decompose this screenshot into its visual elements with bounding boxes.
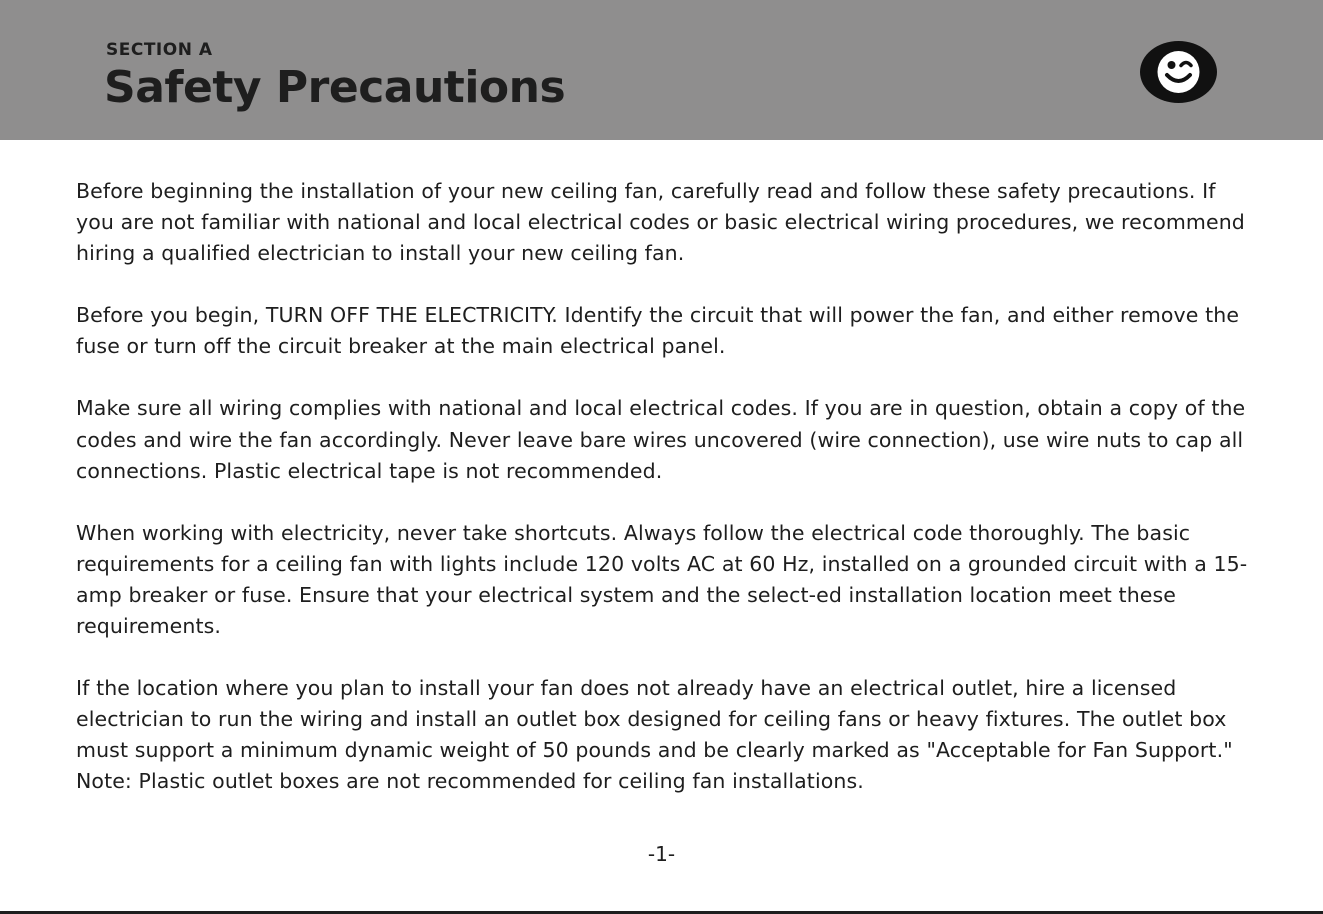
note-text: Note: Plastic outlet boxes are not recommended for ceiling fan installations. [76,769,864,794]
safety-text [76,176,1256,798]
paragraph-electrical-requirements: When working with electricity, never take shortcuts. Always follow the electrical code thoroughly. The basic requirements for a ceiling fan with lights include 120 volts AC at 60 Hz, installed on a grounded circuit with a 15-amp breaker or fuse. Ensure that your electrical system and the select-ed installation location meet these requirements. [76,520,1248,639]
page-number: -1- [647,842,676,866]
section-header [0,0,1323,140]
paragraph-wiring-codes: Make sure all wiring complies with national and local electrical codes. If you are in question, obtain a copy of the codes and wire the fan accordingly. Never leave bare wires uncovered (wire connection), use wire nuts to cap all connections. Plastic electrical tape is not recommended. [76,396,1246,483]
page-title: Safety Precautions [104,62,566,113]
paragraph-power-off: Before you begin, TURN OFF THE ELECTRICITY. Identify the circuit that will power the fan, and either remove the fuse or turn off the circuit breaker at the main electrical panel. [76,303,1240,359]
paragraph-outlet-box: If the location where you plan to install your fan does not already have an electrical outlet, hire a licensed electrician to run the wiring and install an outlet box designed for ceiling fans or heavy fixtures. The outlet box must support a minimum dynamic weight of 50 pounds and be clearly marked as "Acceptable for Fan Support." [76,676,1233,763]
paragraph-intro: Before beginning the installation of your new ceiling fan, carefully read and follow these safety precautions. If you are not familiar with national and local electrical codes or basic electrical wiring procedures, we recommend hiring a qualified electrician to install your new ceiling fan. [76,179,1245,266]
section-label: SECTION A [106,40,213,60]
winking-face-icon [1140,41,1217,103]
